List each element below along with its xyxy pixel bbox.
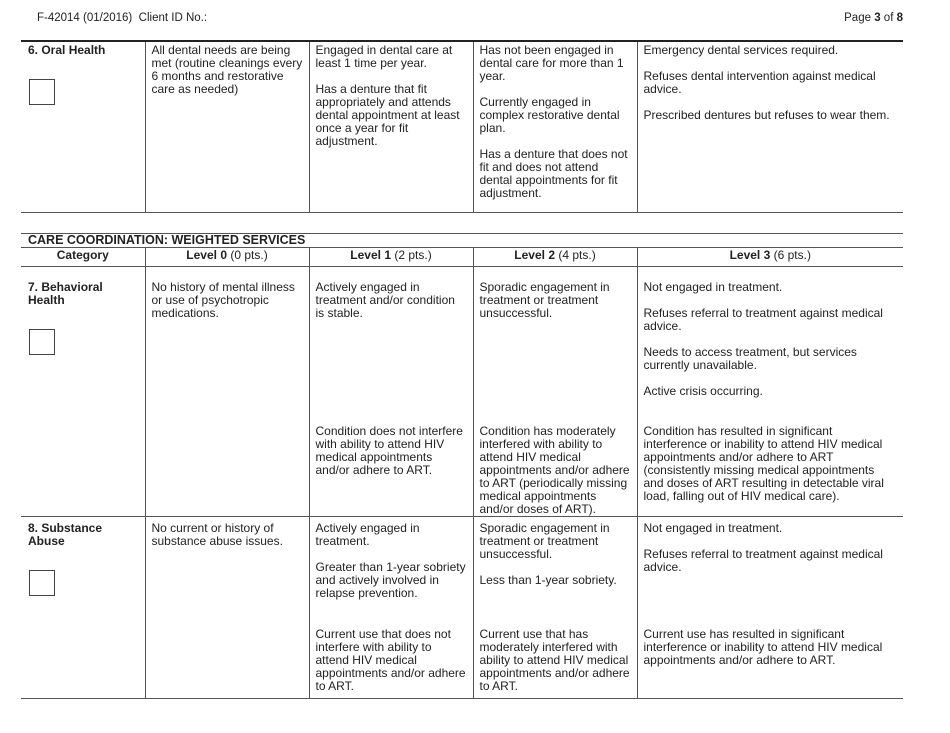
client-id-label: Client ID No.: — [138, 12, 208, 24]
page-number: Page 3 of 8 — [844, 12, 903, 24]
section-title: CARE COORDINATION: WEIGHTED SERVICES — [21, 234, 903, 248]
oral-health-checkbox[interactable] — [29, 79, 55, 105]
behavioral-health-row — [21, 267, 903, 517]
substance-abuse-row — [21, 517, 903, 699]
behavioral-health-level2: Sporadic engagement in treatment or treatment unsuccessful. Condition has moderately interfered with ability to attend HIV medical appointments and/or adhere to ART (periodically missing medical appointments and/or doses of ART). — [473, 267, 637, 517]
oral-health-level2: Has not been engaged in dental care for more than 1 year. Currently engaged in complex restorative dental plan. Has a denture that does not fit and does not attend dental appointments for fit adjustment. — [473, 41, 637, 213]
oral-health-level3: Emergency dental services required. Refuses dental intervention against medical advice. Prescribed dentures but refuses to wear them. — [637, 41, 903, 213]
form-id: F-42014 (01/2016) — [37, 12, 133, 24]
substance-abuse-level3: Not engaged in treatment. Refuses referral to treatment against medical advice. Current use has resulted in significant interference or inability to attend HIV medical appointments and/or adhere to ART. — [637, 517, 903, 699]
form-info — [37, 12, 207, 24]
substance-abuse-level0: No current or history of substance abuse issues. — [145, 517, 309, 699]
page-header — [37, 12, 903, 24]
behavioral-health-level1: Actively engaged in treatment and/or condition is stable. Condition does not interfere with ability to attend HIV medical appointments and/or adhere to ART. — [309, 267, 473, 517]
behavioral-health-level3: Not engaged in treatment. Refuses referral to treatment against medical advice. Needs to access treatment, but services currently unavailable. Active crisis occurring. Condition has resulted in significant interference or inability to attend HIV medical appointments and/or adhere to ART (consistently missing medical appointments and doses of ART resulting in detectable viral load, falling out of HIV medical care). — [637, 267, 903, 517]
behavioral-health-checkbox[interactable] — [29, 329, 55, 355]
oral-health-level1: Engaged in dental care at least 1 time per year. Has a denture that fit appropriately and attends dental appointment at least once a year for fit adjustment. — [309, 41, 473, 213]
substance-abuse-level2: Sporadic engagement in treatment or treatment unsuccessful. Less than 1-year sobriety. Current use that has moderately interfered with ability to attend HIV medical appointments and/or adhere to ART. — [473, 517, 637, 699]
behavioral-health-category: 7. Behavioral Health — [21, 267, 145, 517]
col-level2: Level 2 (4 pts.) — [473, 248, 637, 267]
care-coordination-table — [21, 233, 903, 699]
col-level0: Level 0 (0 pts.) — [145, 248, 309, 267]
behavioral-health-level0: No history of mental illness or use of psychotropic medications. — [145, 267, 309, 517]
col-category: Category — [21, 248, 145, 267]
substance-abuse-checkbox[interactable] — [29, 570, 55, 596]
oral-health-table — [21, 40, 903, 213]
substance-abuse-level1: Actively engaged in treatment. Greater than 1-year sobriety and actively involved in relapse prevention. Current use that does not interfere with ability to attend HIV medical appointments and/or adhere to ART. — [309, 517, 473, 699]
oral-health-category: 6. Oral Health — [21, 41, 145, 213]
col-level1: Level 1 (2 pts.) — [309, 248, 473, 267]
column-headers — [21, 248, 903, 267]
oral-health-row — [21, 41, 903, 213]
substance-abuse-category: 8. Substance Abuse — [21, 517, 145, 699]
oral-health-level0: All dental needs are being met (routine cleanings every 6 months and restorative care as needed) — [145, 41, 309, 213]
col-level3: Level 3 (6 pts.) — [637, 248, 903, 267]
